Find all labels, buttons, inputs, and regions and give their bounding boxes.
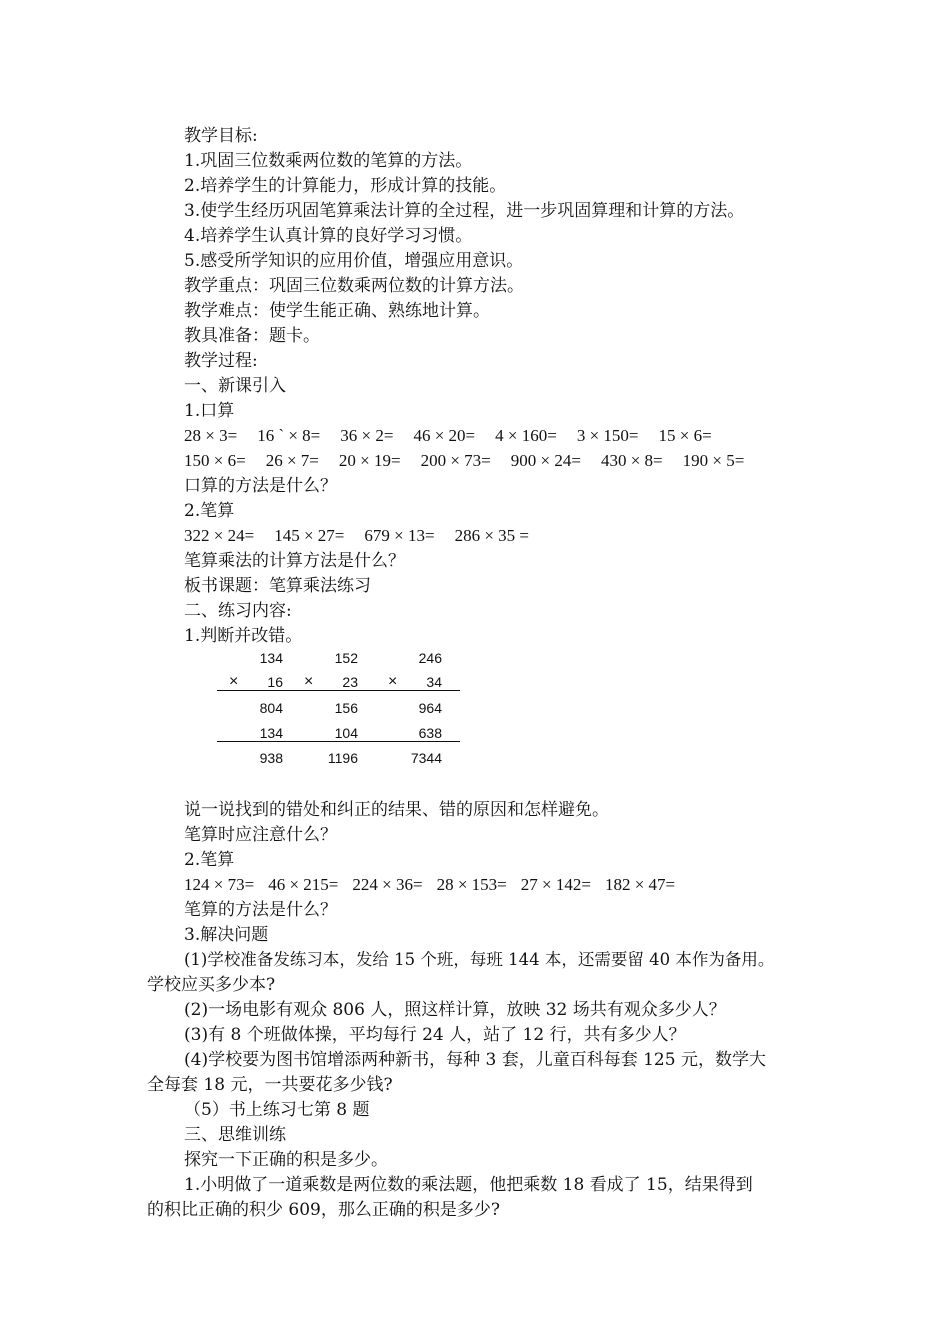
thinking-question-line-2: 的积比正确的积少 609，那么正确的积是多少? <box>147 1200 500 1220</box>
underline <box>292 741 376 742</box>
written-item: 124 × 73= <box>184 875 255 894</box>
goal-5: 5.感受所学知识的应用价值，增强应用意识。 <box>184 251 524 271</box>
calc-result: 1196 <box>327 750 358 766</box>
underline <box>376 741 460 742</box>
difficulty: 教学难点：使学生能正确、熟练地计算。 <box>184 301 490 321</box>
written-item: 286 × 35 = <box>454 526 529 545</box>
oral-row-1 <box>184 424 732 448</box>
oral-item: 26 × 7= <box>265 451 319 470</box>
problem-4-line-2: 全每套 18 元，一共要花多少钱? <box>147 1075 393 1095</box>
process-title: 教学过程: <box>184 351 258 371</box>
key-point: 教学重点：巩固三位数乘两位数的计算方法。 <box>184 276 524 296</box>
thinking-question-line-1: 1.小明做了一道乘数是两位数的乘法题，他把乘数 18 看成了 15，结果得到 <box>184 1175 753 1195</box>
calc-partial-2: 104 <box>334 725 358 741</box>
calc-multiplier: 34 <box>426 674 442 690</box>
calc-partial-1: 964 <box>418 700 442 716</box>
oral-item: 4 × 160= <box>495 426 557 445</box>
problem-2: (2)一场电影有观众 806 人，照这样计算，放映 32 场共有观众多少人？ <box>184 1000 726 1020</box>
goal-4: 4.培养学生认真计算的良好学习习惯。 <box>184 226 473 246</box>
judge-question-1: 说一说找到的错处和纠正的结果、错的原因和怎样避免。 <box>184 800 609 820</box>
oral-item: 20 × 19= <box>338 451 401 470</box>
written-item: 46 × 215= <box>268 875 339 894</box>
calc-top: 246 <box>418 650 442 666</box>
underline <box>376 690 460 691</box>
calc-partial-1: 804 <box>259 700 283 716</box>
calc-top: 134 <box>259 650 283 666</box>
calc-multiplier: 16 <box>267 674 283 690</box>
oral-item: 16 ` × 8= <box>257 426 321 445</box>
section3-intro: 探究一下正确的积是多少。 <box>184 1150 388 1170</box>
calc-result: 7344 <box>410 750 442 766</box>
goals-title: 教学目标: <box>184 126 258 146</box>
written-item: 224 × 36= <box>352 875 423 894</box>
oral-item: 200 × 73= <box>420 451 491 470</box>
judge-question-2: 笔算时应注意什么？ <box>184 825 337 845</box>
underline <box>292 690 376 691</box>
written-row-2 <box>184 873 689 897</box>
written-item: 27 × 142= <box>520 875 591 894</box>
written-row <box>184 524 549 548</box>
vertical-calc-2 <box>292 648 376 768</box>
board-title: 板书课题：笔算乘法练习 <box>184 576 371 596</box>
problem-4-line-1: (4)学校要为图书馆增添两种新书，每种 3 套，儿童百科每套 125 元，数学大 <box>184 1050 766 1070</box>
calc-result: 938 <box>259 750 283 766</box>
calc-multiplier: 23 <box>342 674 358 690</box>
judge-title: 1.判断并改错。 <box>184 626 303 646</box>
times-sign: × <box>388 673 398 690</box>
underline <box>217 741 301 742</box>
oral-item: 3 × 150= <box>576 426 639 445</box>
problem-1-line-1: (1)学校准备发练习本，发给 15 个班，每班 144 本，还需要留 40 本作为备用。 <box>184 950 775 969</box>
times-sign: × <box>229 673 239 690</box>
oral-item: 36 × 2= <box>340 426 394 445</box>
calc-top: 152 <box>334 650 358 666</box>
oral-question: 口算的方法是什么？ <box>184 476 337 496</box>
oral-item: 430 × 8= <box>600 451 663 470</box>
oral-item: 15 × 6= <box>658 426 712 445</box>
calc-partial-2: 638 <box>418 725 442 741</box>
written-item: 145 × 27= <box>274 526 345 545</box>
oral-item: 900 × 24= <box>510 451 581 470</box>
oral-title: 1.口算 <box>184 401 235 421</box>
written-question: 笔算乘法的计算方法是什么？ <box>184 551 405 571</box>
vertical-calc-3 <box>376 648 460 768</box>
goal-1: 1.巩固三位数乘两位数的笔算的方法。 <box>184 151 473 171</box>
written-item: 322 × 24= <box>184 526 255 545</box>
calc-partial-1: 156 <box>334 700 358 716</box>
written-title-2: 2.笔算 <box>184 850 235 870</box>
written-item: 28 × 153= <box>436 875 507 894</box>
section3-title: 三、思维训练 <box>184 1125 286 1145</box>
oral-item: 28 × 3= <box>184 426 238 445</box>
teaching-tools: 教具准备：题卡。 <box>184 326 320 346</box>
problem-3: (3)有 8 个班做体操，平均每行 24 人，站了 12 行，共有多少人？ <box>184 1025 686 1045</box>
vertical-calc-1 <box>217 648 301 768</box>
section1-title: 一、新课引入 <box>184 376 286 396</box>
solve-title: 3.解决问题 <box>184 925 269 945</box>
underline <box>217 690 301 691</box>
oral-item: 46 × 20= <box>413 426 476 445</box>
oral-item: 190 × 5= <box>682 451 745 470</box>
written-item: 182 × 47= <box>604 875 676 894</box>
written-question-2: 笔算的方法是什么？ <box>184 900 337 920</box>
times-sign: × <box>304 673 314 690</box>
goal-2: 2.培养学生的计算能力，形成计算的技能。 <box>184 176 507 196</box>
written-item: 679 × 13= <box>364 526 435 545</box>
section2-title: 二、练习内容: <box>184 601 292 621</box>
oral-item: 150 × 6= <box>184 451 246 470</box>
calc-partial-2: 134 <box>259 725 283 741</box>
problem-5: （5）书上练习七第 8 题 <box>184 1100 370 1120</box>
oral-row-2 <box>184 449 764 473</box>
written-title: 2.笔算 <box>184 501 235 521</box>
problem-1-line-2: 学校应买多少本? <box>147 975 276 995</box>
goal-3: 3.使学生经历巩固笔算乘法计算的全过程，进一步巩固算理和计算的方法。 <box>184 201 745 221</box>
